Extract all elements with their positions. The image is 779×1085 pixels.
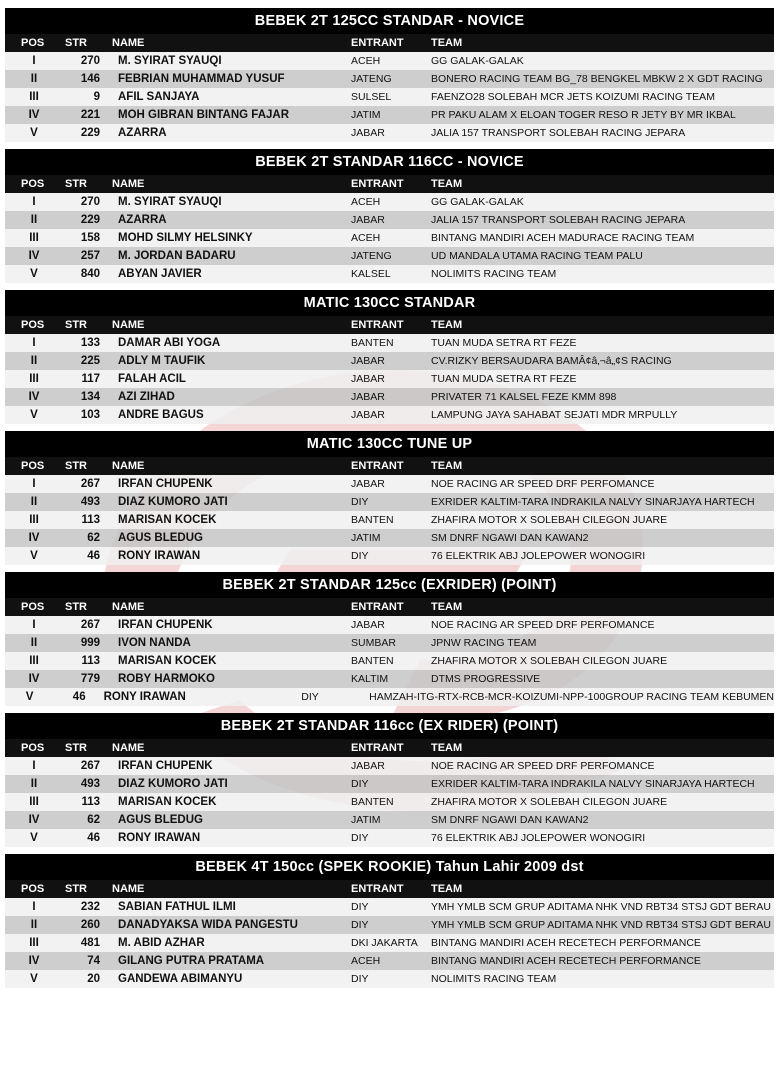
table-row [5,670,774,688]
table-row [5,916,774,934]
cell-team: NOLIMITS RACING TEAM [431,973,557,985]
cell-name: RONY IRAWAN [118,832,201,844]
table-header [5,598,774,616]
table-row [5,493,774,511]
cell-name: MARISAN KOCEK [118,514,217,526]
table-row [5,970,774,988]
cell-entrant: JATIM [351,532,381,544]
cell-team: TUAN MUDA SETRA RT FEZE [431,373,577,385]
section-title: MATIC 130CC TUNE UP [5,431,774,457]
cell-str: 113 [81,655,100,667]
cell-pos: V [30,268,38,280]
cell-team: NOE RACING AR SPEED DRF PERFOMANCE [431,760,655,772]
cell-str: 779 [80,673,100,685]
header-str: STR [65,319,87,331]
cell-team: UD MANDALA UTAMA RACING TEAM PALU [431,250,643,262]
cell-name: AZI ZIHAD [118,391,175,403]
cell-name: AGUS BLEDUG [118,814,203,826]
header-pos: POS [21,37,45,49]
cell-name: MOH GIBRAN BINTANG FAJAR [118,109,290,121]
cell-str: 46 [87,550,100,562]
header-pos: POS [21,178,45,190]
cell-team: SM DNRF NGAWI DAN KAWAN2 [431,814,589,826]
cell-str: 20 [87,973,100,985]
cell-team: PR PAKU ALAM X ELOAN TOGER RESO R JETY BY MR IKBAL [431,109,736,121]
table-row [5,529,774,547]
cell-name: ADLY M TAUFIK [118,355,206,367]
section-title: BEBEK 2T STANDAR 116CC - NOVICE [5,149,774,175]
cell-entrant: DIY [351,973,369,985]
header-pos: POS [21,601,45,613]
cell-name: AZARRA [118,214,167,226]
cell-name: AZARRA [118,127,167,139]
table-row [5,52,774,70]
table-header [5,739,774,757]
cell-name: GILANG PUTRA PRATAMA [118,955,265,967]
cell-name: M. SYIRAT SYAUQI [118,196,222,208]
header-str: STR [65,178,87,190]
cell-str: 117 [81,373,100,385]
cell-str: 225 [80,355,100,367]
cell-entrant: ACEH [351,232,381,244]
cell-str: 493 [80,496,100,508]
table-row [5,352,774,370]
cell-entrant: JABAR [351,214,385,226]
cell-pos: I [32,337,36,349]
cell-name: IRFAN CHUPENK [118,760,213,772]
cell-name: DIAZ KUMORO JATI [118,778,228,790]
table-row [5,229,774,247]
table-row [5,547,774,565]
cell-str: 257 [80,250,100,262]
header-team: TEAM [431,319,463,331]
header-entrant: ENTRANT [351,742,404,754]
cell-team: BONERO RACING TEAM BG_78 BENGKEL MBKW 2 X GDT RACING [431,73,763,85]
cell-pos: I [32,196,36,208]
cell-pos: III [29,373,39,385]
header-entrant: ENTRANT [351,37,404,49]
cell-str: 146 [80,73,100,85]
cell-pos: II [30,73,38,85]
cell-name: RONY IRAWAN [103,691,186,703]
table-row [5,70,774,88]
cell-str: 270 [80,55,100,67]
header-name: NAME [112,460,145,472]
cell-pos: V [30,973,38,985]
table-header [5,457,774,475]
cell-pos: IV [28,250,40,262]
table-row [5,370,774,388]
cell-entrant: ACEH [351,196,381,208]
cell-team: JALIA 157 TRANSPORT SOLEBAH RACING JEPARA [431,127,686,139]
cell-pos: IV [28,109,40,121]
table-row [5,88,774,106]
cell-entrant: JATIM [351,814,381,826]
cell-entrant: DIY [351,919,369,931]
cell-str: 229 [80,127,100,139]
header-entrant: ENTRANT [351,883,404,895]
table-row [5,934,774,952]
cell-str: 46 [87,832,100,844]
header-team: TEAM [431,460,463,472]
table-row [5,193,774,211]
cell-pos: I [32,478,36,490]
cell-name: GANDEWA ABIMANYU [118,973,243,985]
cell-team: JALIA 157 TRANSPORT SOLEBAH RACING JEPARA [431,214,686,226]
header-pos: POS [21,319,45,331]
cell-team: 76 ELEKTRIK ABJ JOLEPOWER WONOGIRI [431,550,646,562]
cell-name: ABYAN JAVIER [118,268,202,280]
cell-entrant: DIY [351,550,369,562]
header-entrant: ENTRANT [351,178,404,190]
cell-entrant: JABAR [351,355,385,367]
header-team: TEAM [431,883,463,895]
cell-entrant: ACEH [351,955,381,967]
cell-str: 229 [80,214,100,226]
cell-entrant: DKI JAKARTA [351,937,418,949]
cell-team: ZHAFIRA MOTOR X SOLEBAH CILEGON JUARE [431,796,668,808]
table-row [5,793,774,811]
table-row [5,334,774,352]
cell-entrant: ACEH [351,55,381,67]
cell-name: ROBY HARMOKO [118,673,215,685]
cell-team: HAMZAH-ITG-RTX-RCB-MCR-KOIZUMI-NPP-100GROUP RACING TEAM KEBUMEN [369,691,775,703]
cell-name: FALAH ACIL [118,373,186,385]
header-team: TEAM [431,37,463,49]
table-row [5,388,774,406]
cell-entrant: BANTEN [351,796,394,808]
results-section [5,149,774,283]
cell-pos: V [30,832,38,844]
cell-team: GG GALAK-GALAK [431,55,524,67]
cell-pos: III [29,514,39,526]
table-row [5,829,774,847]
table-header [5,34,774,52]
cell-entrant: JABAR [351,619,385,631]
cell-str: 133 [80,337,100,349]
results-section [5,854,774,988]
table-row [5,406,774,424]
cell-team: PRIVATER 71 KALSEL FEZE KMM 898 [431,391,617,403]
cell-entrant: KALSEL [351,268,391,280]
cell-str: 46 [72,691,86,703]
cell-entrant: DIY [301,691,319,703]
cell-team: CV.RIZKY BERSAUDARA BAMÂ¢â‚¬â„¢S RACING [431,355,672,367]
table-row [5,775,774,793]
cell-team: LAMPUNG JAYA SAHABAT SEJATI MDR MRPULLY [431,409,678,421]
cell-entrant: JABAR [351,409,385,421]
cell-pos: V [25,691,34,703]
cell-team: SM DNRF NGAWI DAN KAWAN2 [431,532,589,544]
header-entrant: ENTRANT [351,601,404,613]
table-row [5,265,774,283]
header-team: TEAM [431,601,463,613]
cell-pos: II [30,214,38,226]
cell-entrant: JATENG [351,250,392,262]
table-row [5,757,774,775]
cell-str: 260 [80,919,100,931]
cell-entrant: SUMBAR [351,637,396,649]
results-section [5,572,774,706]
cell-str: 840 [80,268,100,280]
cell-entrant: JATENG [351,73,392,85]
cell-str: 62 [87,814,100,826]
cell-str: 158 [80,232,100,244]
table-row [5,511,774,529]
cell-entrant: JATIM [351,109,381,121]
section-title: BEBEK 2T STANDAR 116cc (EX RIDER) (POINT) [5,713,774,739]
cell-name: ANDRE BAGUS [118,409,204,421]
table-row [5,616,774,634]
cell-pos: III [29,232,39,244]
cell-str: 113 [81,514,100,526]
cell-team: FAENZO28 SOLEBAH MCR JETS KOIZUMI RACING TEAM [431,91,715,103]
table-row [5,211,774,229]
section-title: BEBEK 2T 125CC STANDAR - NOVICE [5,8,774,34]
cell-team: BINTANG MANDIRI ACEH MADURACE RACING TEAM [431,232,695,244]
cell-entrant: JABAR [351,127,385,139]
results-section [5,8,774,142]
cell-entrant: BANTEN [351,337,394,349]
cell-pos: V [30,127,38,139]
header-name: NAME [112,319,145,331]
cell-entrant: JABAR [351,760,385,772]
table-header [5,316,774,334]
cell-pos: V [30,409,38,421]
cell-team: BINTANG MANDIRI ACEH RECETECH PERFORMANCE [431,937,701,949]
header-team: TEAM [431,178,463,190]
cell-name: RONY IRAWAN [118,550,201,562]
results-section [5,713,774,847]
header-name: NAME [112,37,145,49]
cell-team: JPNW RACING TEAM [431,637,537,649]
cell-pos: III [29,91,39,103]
cell-entrant: DIY [351,496,369,508]
cell-str: 493 [80,778,100,790]
results-section [5,290,774,424]
cell-entrant: DIY [351,778,369,790]
cell-pos: II [30,919,38,931]
header-str: STR [65,460,87,472]
cell-name: DAMAR ABI YOGA [118,337,221,349]
cell-team: NOE RACING AR SPEED DRF PERFOMANCE [431,619,655,631]
cell-pos: IV [28,532,40,544]
cell-str: 103 [80,409,100,421]
cell-str: 267 [80,760,100,772]
cell-team: YMH YMLB SCM GRUP ADITAMA NHK VND RBT34 STSJ GDT BERAU [431,901,771,913]
table-row [5,952,774,970]
cell-name: IRFAN CHUPENK [118,619,213,631]
header-str: STR [65,883,87,895]
cell-str: 267 [80,478,100,490]
cell-name: MOHD SILMY HELSINKY [118,232,253,244]
table-row [5,247,774,265]
cell-pos: I [32,760,36,772]
table-header [5,175,774,193]
cell-str: 232 [80,901,100,913]
cell-pos: I [32,901,36,913]
cell-team: 76 ELEKTRIK ABJ JOLEPOWER WONOGIRI [431,832,646,844]
cell-str: 9 [93,91,100,103]
header-pos: POS [21,460,45,472]
cell-str: 74 [87,955,100,967]
cell-entrant: DIY [351,901,369,913]
table-row [5,106,774,124]
section-title: BEBEK 4T 150cc (SPEK ROOKIE) Tahun Lahir 2009 dst [5,854,774,880]
cell-entrant: BANTEN [351,655,394,667]
table-header [5,880,774,898]
cell-team: ZHAFIRA MOTOR X SOLEBAH CILEGON JUARE [431,514,668,526]
header-str: STR [65,742,87,754]
table-row [5,475,774,493]
cell-pos: I [32,55,36,67]
cell-entrant: JABAR [351,373,385,385]
cell-name: IVON NANDA [118,637,191,649]
cell-team: ZHAFIRA MOTOR X SOLEBAH CILEGON JUARE [431,655,668,667]
cell-pos: IV [28,955,40,967]
header-name: NAME [112,601,145,613]
cell-pos: III [29,796,39,808]
cell-str: 481 [80,937,100,949]
cell-str: 221 [80,109,100,121]
table-row [5,634,774,652]
cell-entrant: BANTEN [351,514,394,526]
cell-name: M. ABID AZHAR [118,937,205,949]
cell-name: MARISAN KOCEK [118,655,217,667]
cell-team: BINTANG MANDIRI ACEH RECETECH PERFORMANCE [431,955,701,967]
cell-str: 267 [80,619,100,631]
cell-str: 134 [80,391,100,403]
header-entrant: ENTRANT [351,460,404,472]
cell-str: 999 [80,637,100,649]
section-title: BEBEK 2T STANDAR 125cc (EXRIDER) (POINT) [5,572,774,598]
table-row [5,652,774,670]
cell-pos: III [29,655,39,667]
cell-name: M. JORDAN BADARU [118,250,236,262]
cell-name: AGUS BLEDUG [118,532,203,544]
header-name: NAME [112,883,145,895]
cell-pos: II [30,637,38,649]
cell-entrant: JABAR [351,391,385,403]
cell-name: SABIAN FATHUL ILMI [118,901,236,913]
cell-team: EXRIDER KALTIM-TARA INDRAKILA NALVY SINARJAYA HARTECH [431,778,755,790]
cell-pos: IV [28,814,40,826]
cell-pos: II [30,496,38,508]
header-str: STR [65,37,87,49]
cell-team: NOE RACING AR SPEED DRF PERFOMANCE [431,478,655,490]
cell-entrant: KALTIM [351,673,389,685]
header-name: NAME [112,178,145,190]
cell-team: TUAN MUDA SETRA RT FEZE [431,337,577,349]
cell-pos: III [29,937,39,949]
table-row [5,898,774,916]
table-row [5,811,774,829]
table-row [5,688,774,706]
cell-pos: II [30,778,38,790]
results-section [5,431,774,565]
cell-team: EXRIDER KALTIM-TARA INDRAKILA NALVY SINARJAYA HARTECH [431,496,755,508]
cell-name: AFIL SANJAYA [118,91,200,103]
cell-team: GG GALAK-GALAK [431,196,524,208]
cell-name: IRFAN CHUPENK [118,478,213,490]
cell-pos: II [30,355,38,367]
header-str: STR [65,601,87,613]
cell-str: 270 [80,196,100,208]
cell-name: FEBRIAN MUHAMMAD YUSUF [118,73,285,85]
cell-str: 62 [87,532,100,544]
section-title: MATIC 130CC STANDAR [5,290,774,316]
header-pos: POS [21,742,45,754]
cell-pos: V [30,550,38,562]
cell-name: MARISAN KOCEK [118,796,217,808]
table-row [5,124,774,142]
cell-team: NOLIMITS RACING TEAM [431,268,557,280]
cell-str: 113 [81,796,100,808]
cell-pos: IV [28,391,40,403]
cell-pos: IV [28,673,40,685]
cell-name: M. SYIRAT SYAUQI [118,55,222,67]
cell-team: DTMS PROGRESSIVE [431,673,541,685]
cell-entrant: SULSEL [351,91,392,103]
header-team: TEAM [431,742,463,754]
cell-pos: I [32,619,36,631]
cell-entrant: DIY [351,832,369,844]
cell-entrant: JABAR [351,478,385,490]
header-entrant: ENTRANT [351,319,404,331]
cell-team: YMH YMLB SCM GRUP ADITAMA NHK VND RBT34 STSJ GDT BERAU [431,919,771,931]
header-name: NAME [112,742,145,754]
header-pos: POS [21,883,45,895]
cell-name: DIAZ KUMORO JATI [118,496,228,508]
cell-name: DANADYAKSA WIDA PANGESTU [118,919,298,931]
